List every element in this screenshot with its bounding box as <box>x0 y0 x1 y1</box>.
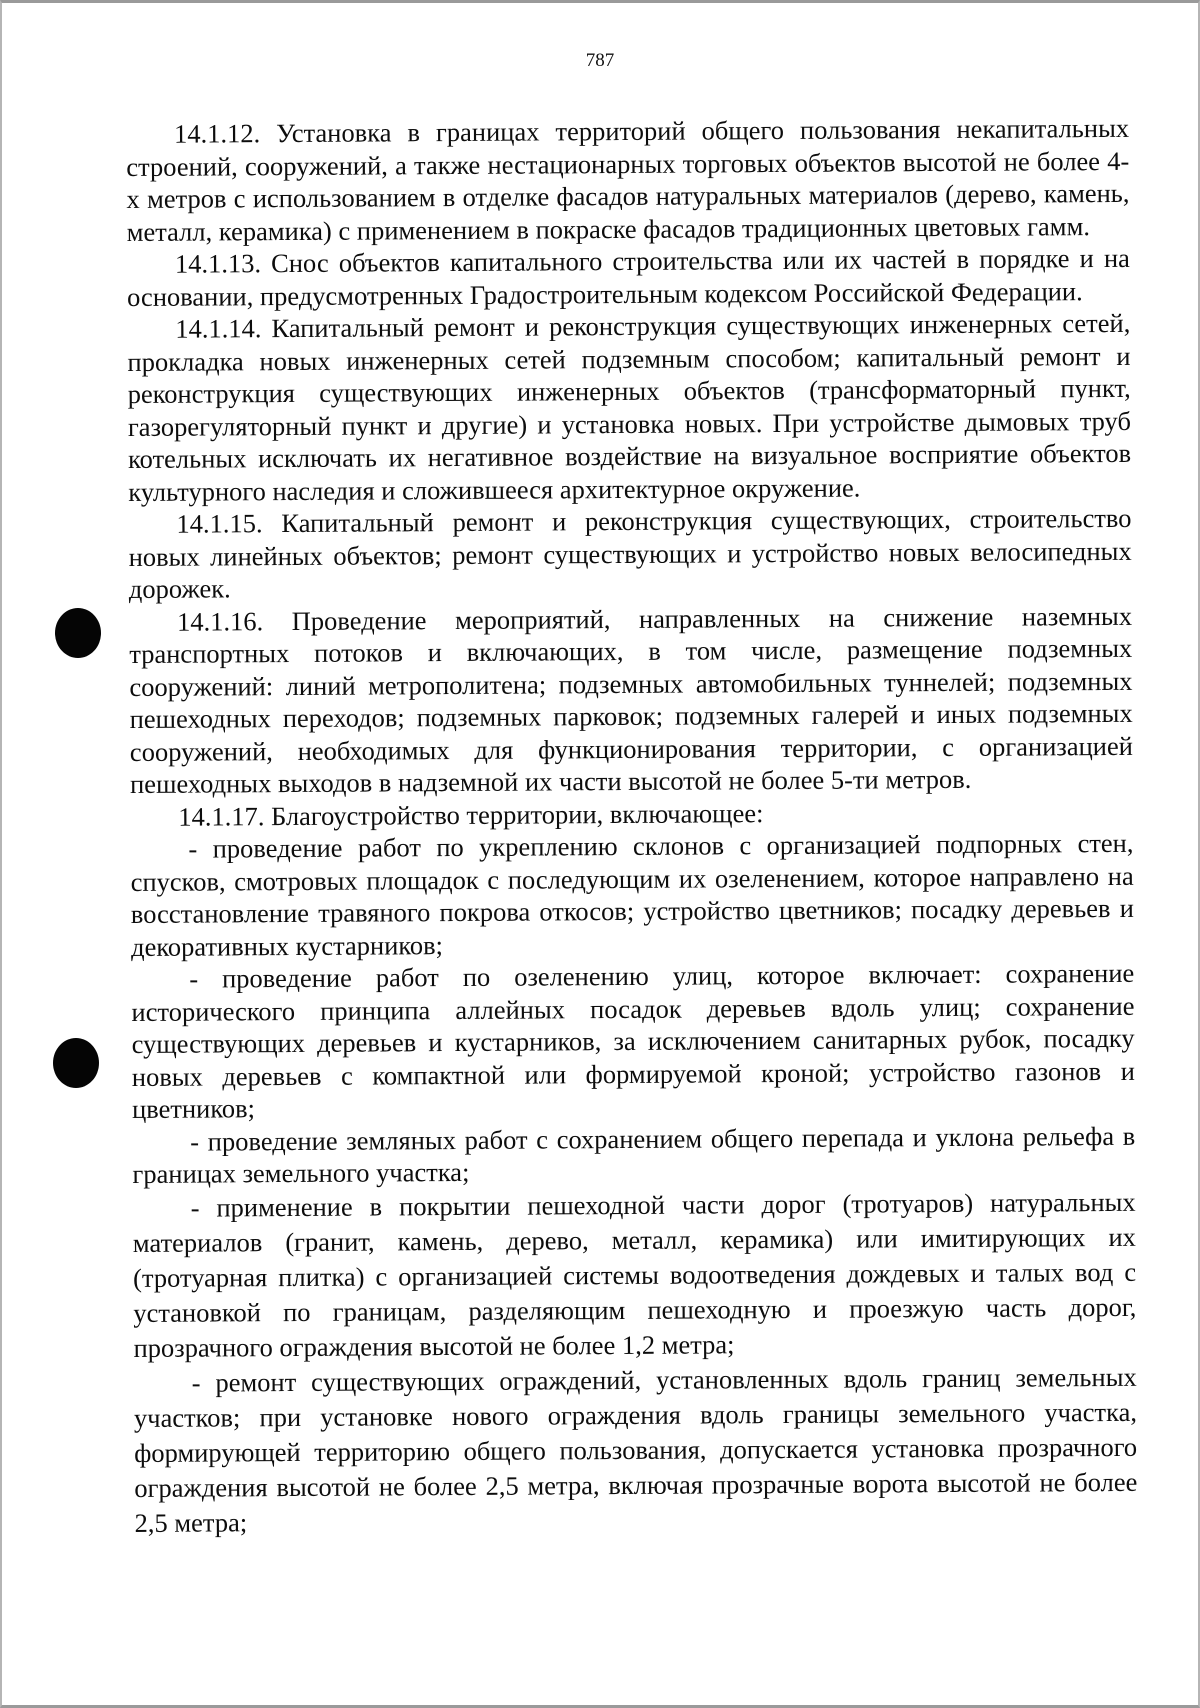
paragraph-14-1-16: 14.1.16. Проведение мероприятий, направленных на снижение наземных транспортных потоков и включающих, в том числе, размещение подземных сооружений: линий метрополитена; подземных автомобильных туннелей; подземных пешеходных переходов; подземных парковок; подземных галерей и иных подземных сооружений, необходимых для функционирования территории, с организацией пешеходных выходов в надземной их части высотой не более 5-ти метров. <box>129 600 1133 799</box>
paragraph-14-1-13: 14.1.13. Снос объектов капитального строительства или их частей в порядке и на основании, предусмотренных Градостроительным кодексом Российской Федерации. <box>126 242 1130 312</box>
list-item-slopes: - проведение работ по укреплению склонов с организацией подпорных стен, спусков, смотровых площадок с последующим их озеленением, которое направлено на восстановление травяного покрова откосов; устройство цветников; посадку деревьев и декоративных кустарников; <box>130 827 1134 962</box>
page-number: 787 <box>585 50 615 71</box>
paragraph-14-1-14: 14.1.14. Капитальный ремонт и реконструкция существующих инженерных сетей, прокладка новых инженерных сетей подземным способом; капитальный ремонт и реконструкция существующих инженерных объектов (трансформаторный пункт, газорегуляторный пункт и другие) и установка новых. При устройстве дымовых труб котельных исключать их негативное воздействие на визуальное восприятие объектов культурного наследия и сложившееся архитектурное окружение. <box>127 307 1132 507</box>
punch-hole <box>55 608 101 658</box>
punch-hole <box>53 1038 99 1088</box>
list-item-fencing: - ремонт существующих ограждений, установленных вдоль границ земельных участков; при установке нового ограждения вдоль границы земельного участка, формирующей территорию общего пользования, допускается установка прозрачного ограждения высотой не более 2,5 метра, включая прозрачные ворота высотой не более 2,5 метра; <box>133 1361 1138 1538</box>
paragraph-14-1-17: 14.1.17. Благоустройство территории, включающее: <box>178 797 764 832</box>
document-body <box>126 112 1138 1541</box>
list-item-sidewalk-paving: - применение в покрытии пешеходной части дорог (тротуаров) натуральных материалов (гранит, камень, дерево, металл, керамика) или имитирующих их (тротуарная плитка) с организацией системы водоотведения дождевых и талых вод с установкой по границам, разделяющим пешеходную и проезжую часть дорог, прозрачного ограждения высотой не более 1,2 метра; <box>132 1186 1137 1363</box>
list-item-earthworks: - проведение земляных работ с сохранением общего перепада и уклона рельефа в границах земельного участка; <box>132 1120 1136 1189</box>
paragraph-14-1-12: 14.1.12. Установка в границах территорий общего пользования некапитальных строений, сооружений, а также нестационарных торговых объектов высотой не более 4-х метров с использованием в отделке фасадов натуральных материалов (дерево, камень, металл, керамика) с применением в покраске фасадов традиционных цветовых гамм. <box>126 112 1130 247</box>
paragraph-14-1-15: 14.1.15. Капитальный ремонт и реконструкция существующих, строительство новых линейных объектов; ремонт существующих и устройство новых велосипедных дорожек. <box>128 502 1132 604</box>
list-item-street-greening: - проведение работ по озеленению улиц, которое включает: сохранение исторического принципа аллейных посадок деревьев вдоль улиц; сохранение существующих деревьев и кустарников, за исключением санитарных рубок, посадку новых деревьев с компактной или формируемой кроной; устройство газонов и цветников; <box>131 957 1135 1124</box>
